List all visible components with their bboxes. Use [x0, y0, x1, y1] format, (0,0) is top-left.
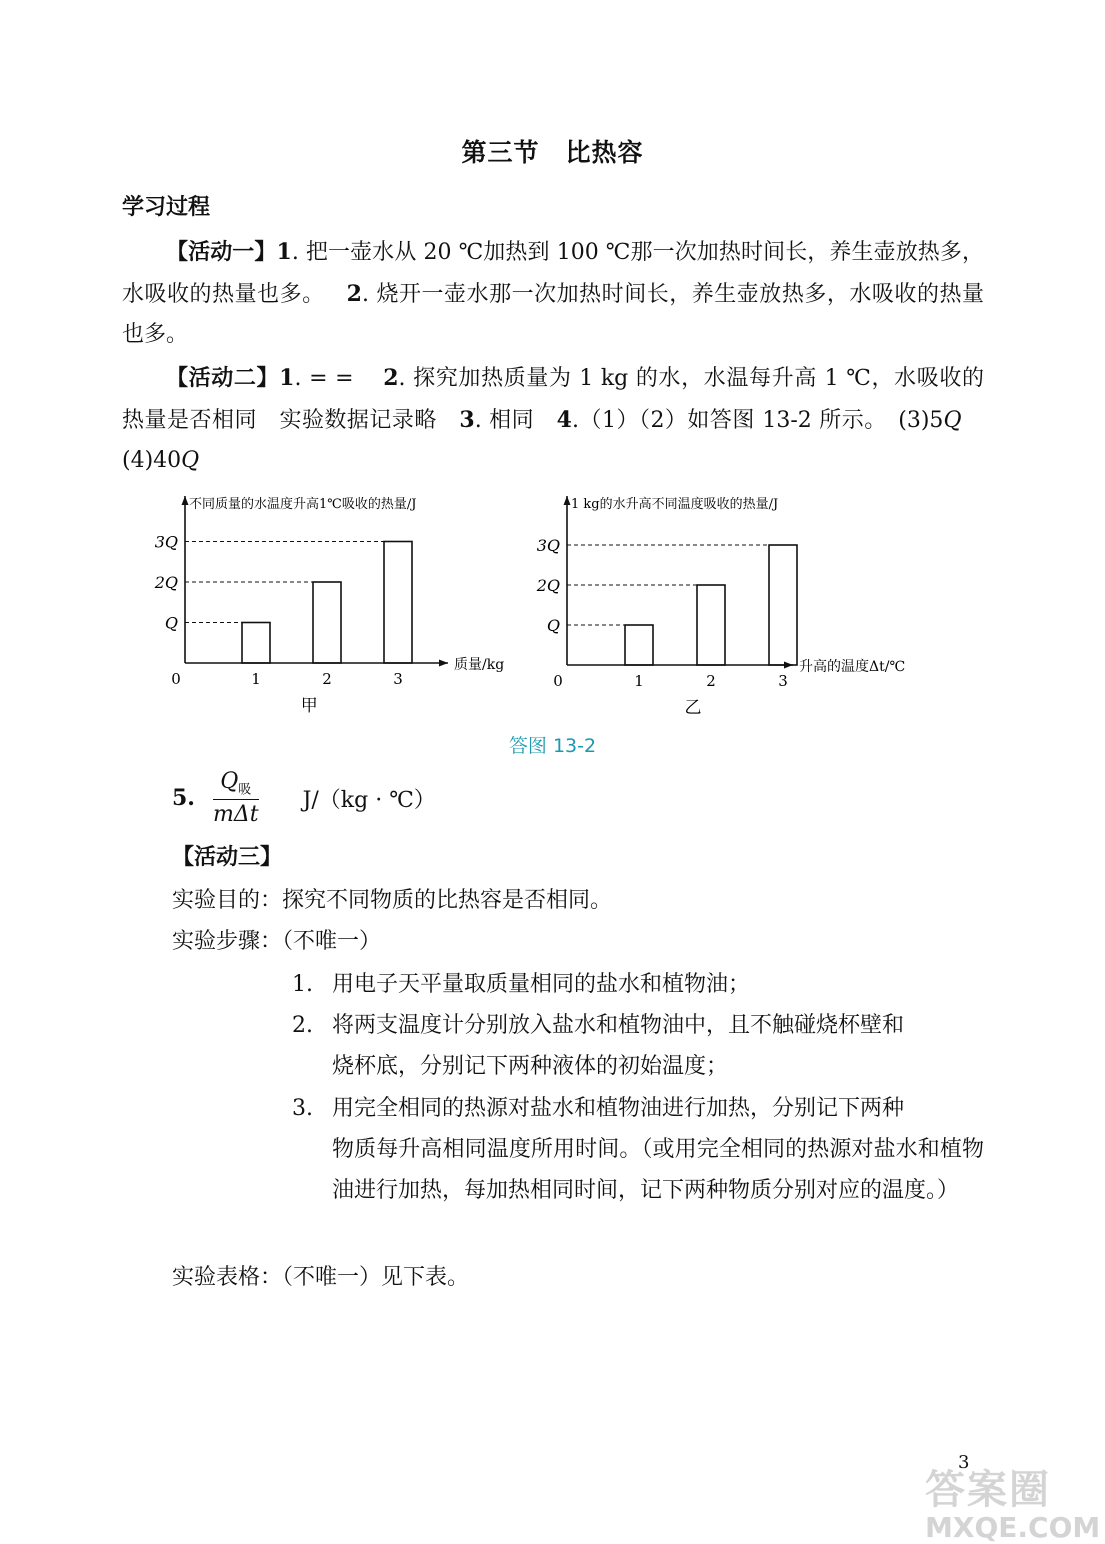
item5-fraction	[213, 769, 259, 827]
y-axis-label: 1 kg的水升高不同温度吸收的热量/J	[571, 497, 779, 512]
activity2-text5: (4)40	[122, 407, 984, 473]
activity2-text4: .（1）（2）如答图 13-2 所示。 (3)5	[571, 407, 944, 433]
activity1-num1: 1	[276, 239, 292, 265]
y-axis-arrow	[182, 496, 189, 505]
activity2-paragraph	[122, 358, 984, 482]
x-tick-label: 3	[393, 670, 403, 688]
chart-name: 乙	[684, 698, 702, 718]
table-note: （不唯一）见下表。	[282, 1265, 470, 1290]
step-number: 2.	[292, 1013, 313, 1038]
activity2-text1: . = =	[294, 366, 362, 391]
step-2	[292, 1005, 984, 1046]
y-tick-label: 2Q	[154, 573, 178, 592]
watermark-line2: MXQE.COM	[925, 1511, 1101, 1544]
title-section-name: 比热容	[565, 138, 644, 167]
activity2-num3: 3	[459, 406, 475, 433]
origin-label: 0	[171, 670, 181, 688]
item5-unit: J/（kg · ℃）	[302, 787, 436, 813]
y-tick-label: 2Q	[536, 576, 560, 595]
activity1-text1: . 把一壶水从 20 ℃加热到 100 ℃那一次加热时间长，养生壶放热多，水吸收的热量也多。	[122, 240, 984, 307]
purpose-label: 实验目的：	[172, 888, 283, 913]
chart-jia	[140, 486, 540, 718]
y-tick-label: 3Q	[154, 532, 178, 552]
activity2-text2: . 探究加热质量为 1 kg 的水，水温每升高 1 ℃，水吸收的热量是否相同 实验数据记录略	[122, 366, 984, 433]
table-label: 实验表格：	[172, 1265, 283, 1290]
y-axis-label: 不同质量的水温度升高1℃吸收的热量/J	[189, 497, 417, 512]
bar	[625, 625, 653, 665]
bar	[242, 623, 270, 664]
x-tick-label: 2	[706, 672, 716, 690]
step-text: 用完全相同的热源对盐水和植物油进行加热，分别记下两种	[332, 1096, 905, 1121]
x-tick-label: 3	[778, 672, 788, 690]
activity1-text2: . 烧开一壶水那一次加热时间长，养生壶放热多，水吸收的热量也多。	[122, 281, 984, 347]
item5	[172, 768, 436, 828]
y-tick-label: Q	[546, 616, 560, 635]
activity2-num2: 2	[383, 365, 399, 391]
chart-yi	[525, 486, 965, 718]
activity1-paragraph	[122, 232, 984, 356]
activity2-q2: Q	[181, 448, 200, 473]
x-axis-label: 升高的温度Δt/℃	[799, 659, 906, 675]
item5-denominator: mΔt	[212, 802, 259, 828]
step-number: 3.	[292, 1096, 313, 1121]
steps-label: 实验步骤：	[172, 929, 283, 954]
page-number: 3	[958, 1452, 970, 1473]
x-axis-arrow	[439, 660, 448, 667]
activity2-num1: 1	[279, 365, 295, 391]
watermark-line1: 答案圈	[925, 1467, 1051, 1513]
item5-numerator: Q	[220, 768, 239, 794]
y-axis-arrow	[564, 496, 571, 505]
bar	[384, 542, 412, 664]
steps-note: （不唯一）	[282, 929, 382, 954]
item5-number: 5.	[172, 785, 195, 811]
origin-label: 0	[553, 672, 563, 690]
bar	[313, 582, 341, 663]
activity2-tag: 【活动二】	[166, 366, 280, 391]
step-2-continued: 烧杯底，分别记下两种液体的初始温度；	[332, 1054, 729, 1079]
step-3-continued: 物质每升高相同温度所用时间。（或用完全相同的热源对盐水和植物油进行加热，每加热相同时间，记下两种物质分别对应的温度。）	[332, 1137, 984, 1203]
x-axis-label: 质量/kg	[454, 657, 505, 673]
experiment-steps-heading	[172, 922, 381, 962]
y-tick-label: 3Q	[536, 536, 560, 555]
x-tick-label: 1	[251, 670, 261, 688]
page-title	[0, 133, 1105, 169]
activity1-num2: 2	[346, 280, 362, 307]
activity2-text3: . 相同	[474, 407, 557, 433]
step-number: 1.	[292, 972, 313, 997]
title-section-number: 第三节	[461, 138, 540, 167]
item5-numerator-sub: 吸	[238, 782, 252, 798]
section-heading: 学习过程	[122, 195, 211, 220]
activity3-tag: 【活动三】	[172, 845, 283, 870]
chart-name: 甲	[300, 696, 318, 716]
activity1-tag: 【活动一】	[166, 240, 277, 265]
step-3	[292, 1088, 984, 1129]
x-tick-label: 1	[634, 672, 644, 690]
step-text: 用电子天平量取质量相同的盐水和植物油；	[332, 972, 751, 997]
step-text: 将两支温度计分别放入盐水和植物油中，且不触碰烧杯壁和	[332, 1013, 905, 1038]
bar	[697, 585, 725, 665]
experiment-purpose	[172, 881, 612, 921]
activity2-q1: Q	[943, 407, 962, 433]
watermark-logo	[925, 1458, 1100, 1544]
figure-caption: 答图 13-2	[508, 735, 597, 757]
experiment-table-line	[172, 1258, 469, 1298]
step-1	[292, 964, 984, 1005]
y-tick-label: Q	[164, 613, 178, 633]
purpose-text: 探究不同物质的比热容是否相同。	[282, 888, 613, 913]
activity2-num4: 4	[556, 406, 572, 433]
x-tick-label: 2	[322, 670, 332, 688]
bar	[769, 545, 797, 665]
